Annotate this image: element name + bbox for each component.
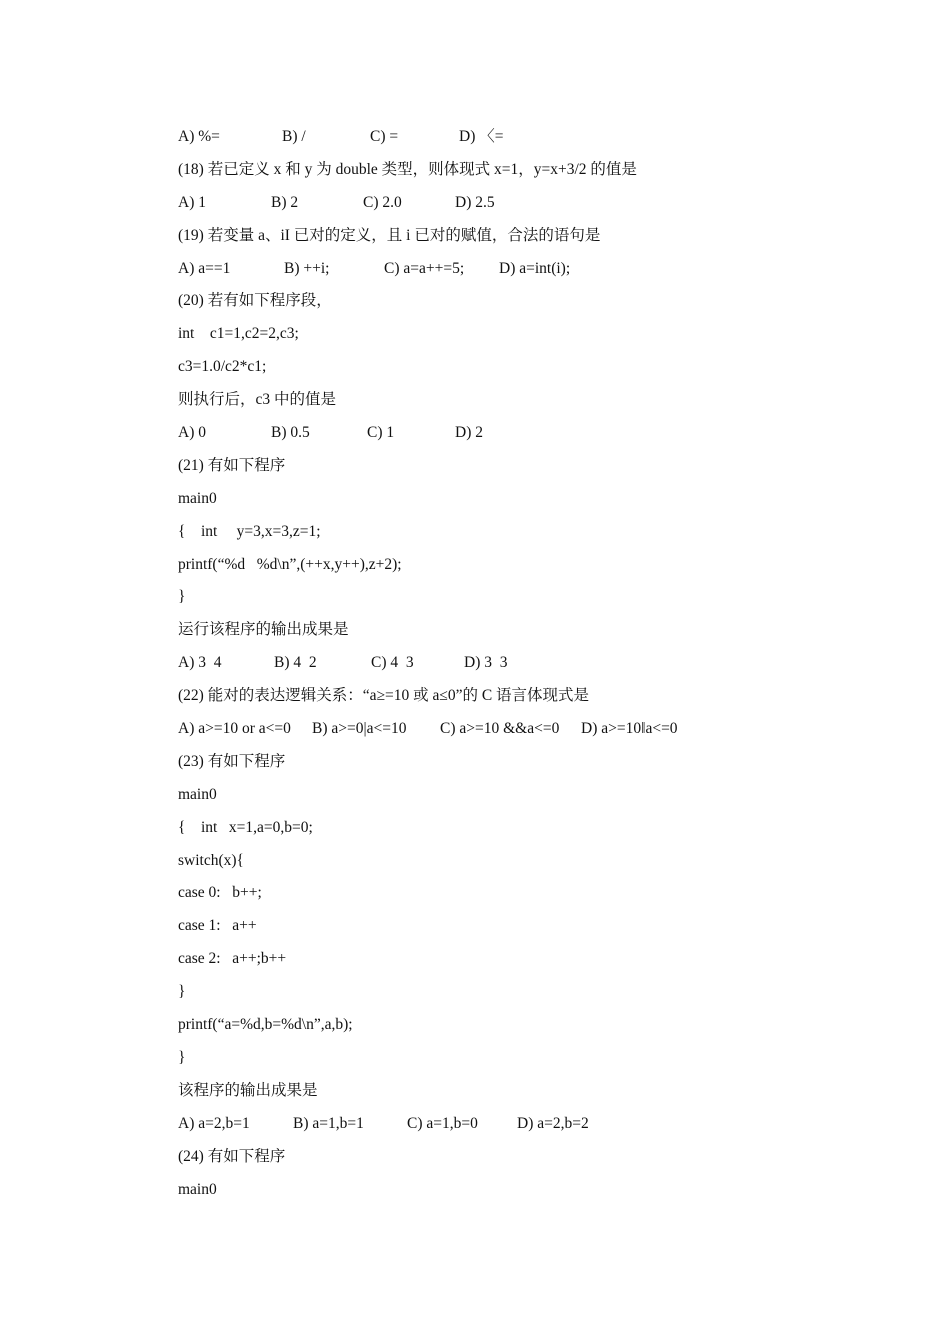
text-line: (18) 若已定义 x 和 y 为 double 类型，则体现式 x=1，y=x+3/2 的值是 [178, 160, 637, 178]
answer-option: C) a=a++=5; [384, 259, 465, 277]
answer-option: A) 0 [178, 424, 206, 442]
text-line: printf(“a=%d,b=%d\n”,a,b); [178, 1016, 353, 1034]
answer-option: D) 〈= [459, 128, 504, 145]
answer-option: B) 2 [271, 193, 299, 211]
answer-options-line [178, 713, 878, 746]
text-line: printf(“%d %d\n”,(++x,y++),z+2); [178, 555, 402, 573]
text-line: } [178, 1048, 186, 1066]
text-line: 则执行后，c3 中的值是 [178, 391, 337, 409]
text-line: case 0: b++; [178, 884, 262, 902]
text-line: main0 [178, 1180, 217, 1198]
answer-option: A) %= [178, 128, 220, 145]
answer-option: A) 1 [178, 193, 206, 211]
answer-options-line [178, 647, 878, 680]
answer-option: C) 4 3 [371, 654, 414, 672]
text-line: { int x=1,a=0,b=0; [178, 818, 313, 836]
text-line: case 1: a++ [178, 917, 257, 935]
answer-option: B) 4 2 [274, 654, 317, 672]
answer-option: D) 2 [455, 424, 483, 442]
document-body [178, 121, 878, 1206]
answer-option: C) = [370, 128, 399, 145]
text-line: } [178, 983, 186, 1001]
text-line: (19) 若变量 a、iI 已对的定义，且 i 已对的赋值，合法的语句是 [178, 226, 601, 244]
text-line: (24) 有如下程序 [178, 1147, 286, 1165]
answer-options-line [178, 121, 878, 154]
answer-option: B) a=1,b=1 [293, 1114, 364, 1132]
answer-option: B) / [282, 128, 306, 145]
answer-option: C) 2.0 [363, 193, 402, 211]
answer-option: A) a=2,b=1 [178, 1114, 250, 1132]
text-line: (21) 有如下程序 [178, 456, 286, 474]
answer-option: C) a>=10 &&a<=0 [440, 720, 560, 738]
answer-option: A) a==1 [178, 259, 231, 277]
answer-option: B) ++i; [284, 259, 330, 277]
answer-option: B) a>=0|a<=10 [312, 720, 407, 738]
text-line: (22) 能对的表达逻辑关系：“a≥=10 或 a≤0”的 C 语言体现式是 [178, 687, 590, 705]
text-line: 运行该程序的输出成果是 [178, 621, 349, 639]
text-line: case 2: a++;b++ [178, 950, 287, 968]
answer-option: D) a=int(i); [499, 259, 571, 277]
answer-option: D) a=2,b=2 [517, 1114, 589, 1132]
answer-options-line [178, 417, 878, 450]
answer-option: C) 1 [367, 424, 395, 442]
text-line: main0 [178, 785, 217, 803]
text-line: switch(x){ [178, 851, 244, 869]
answer-option: C) a=1,b=0 [407, 1114, 478, 1132]
text-line: { int y=3,x=3,z=1; [178, 522, 321, 540]
answer-option: B) 0.5 [271, 424, 310, 442]
text-line: (23) 有如下程序 [178, 752, 286, 770]
text-line: 该程序的输出成果是 [178, 1081, 318, 1099]
text-line: main0 [178, 489, 217, 507]
answer-options-line [178, 187, 878, 220]
answer-options-line [178, 253, 878, 286]
text-line: (20) 若有如下程序段， [178, 292, 332, 310]
text-line: int c1=1,c2=2,c3; [178, 325, 299, 343]
answer-options-line [178, 1108, 878, 1141]
text-line: c3=1.0/c2*c1; [178, 358, 267, 376]
text-line: } [178, 588, 186, 606]
answer-option: D) 3 3 [464, 654, 508, 672]
answer-option: D) a>=10‖a<=0 [581, 720, 678, 738]
answer-option: A) a>=10 or a<=0 [178, 720, 291, 738]
answer-option: D) 2.5 [455, 193, 495, 211]
answer-option: A) 3 4 [178, 654, 222, 672]
